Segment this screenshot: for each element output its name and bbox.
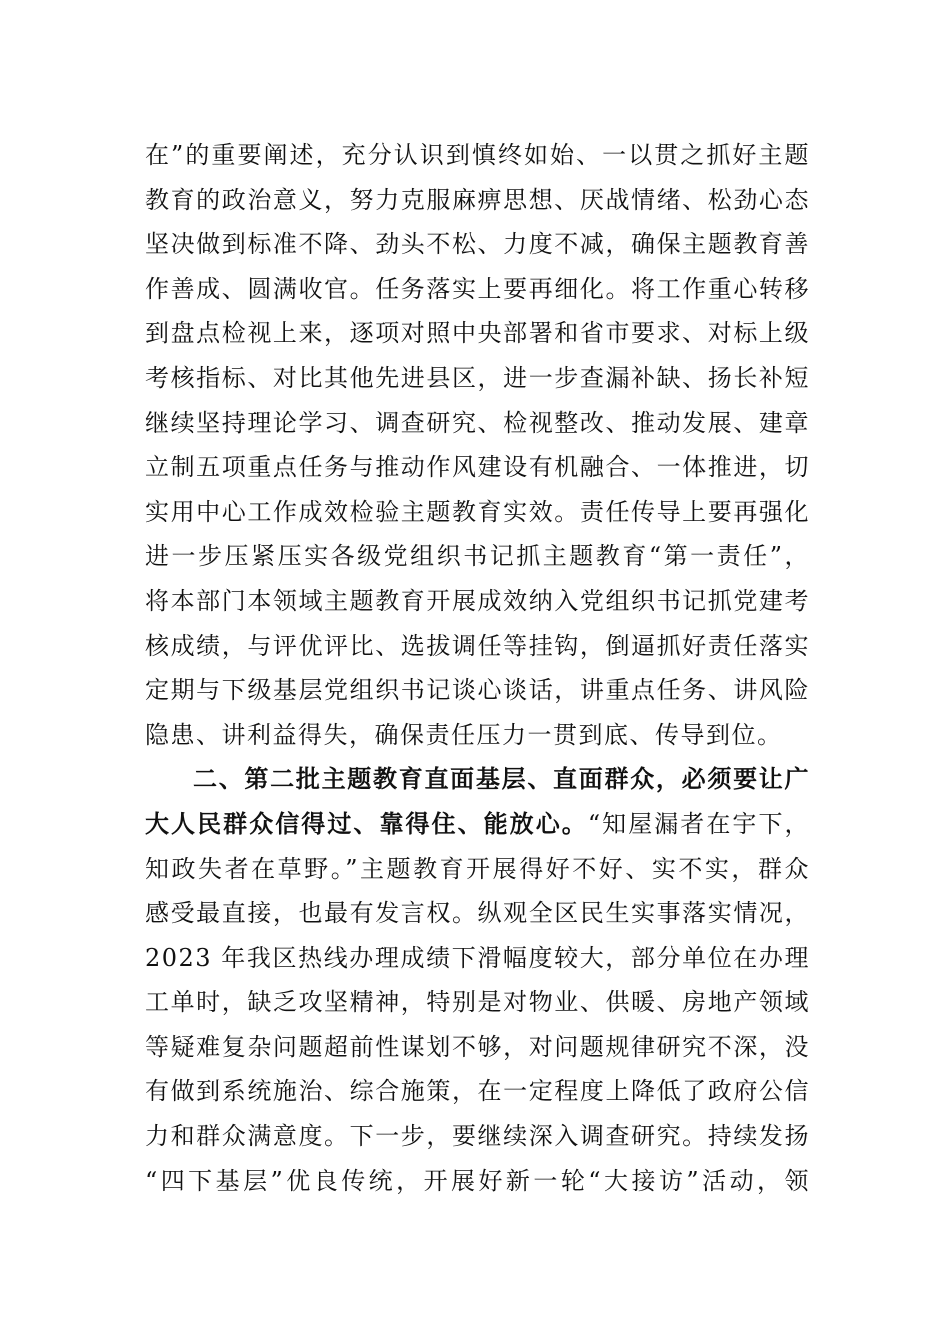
- paragraph-1-line: 到盘点检视上来，逐项对照中央部署和省市要求、对标上级: [145, 319, 810, 348]
- paragraph-1-line: 立制五项重点任务与推动作风建设有机融合、一体推进，切: [145, 453, 810, 482]
- paragraph-2-line: 2023 年我区热线办理成绩下滑幅度较大，部分单位在办理: [145, 943, 810, 972]
- paragraph-2-quote-start: “知屋漏者在宇下，: [587, 809, 810, 838]
- paragraph-1-line: 实用中心工作成效检验主题教育实效。责任传导上要再强化: [145, 497, 810, 526]
- paragraph-1-line: 定期与下级基层党组织书记谈心谈话，讲重点任务、讲风险: [145, 676, 810, 705]
- paragraph-2-line: 力和群众满意度。下一步，要继续深入调查研究。持续发扬: [145, 1122, 810, 1151]
- paragraph-1-line: 继续坚持理论学习、调查研究、检视整改、推动发展、建章: [145, 408, 810, 437]
- paragraph-2-heading-line: [145, 802, 810, 847]
- paragraph-1-line: 将本部门本领域主题教育开展成效纳入党组织书记抓党建考: [145, 586, 810, 615]
- paragraph-1-line: 核成绩，与评优评比、选拔调任等挂钩，倒逼抓好责任落实: [145, 631, 810, 660]
- paragraph-2-heading-tail: 大人民群众信得过、靠得住、能放心。: [145, 808, 588, 838]
- paragraph-1-line: 在”的重要阐述，充分认识到慎终如始、一以贯之抓好主题: [145, 141, 810, 169]
- paragraph-2-line: “四下基层”优良传统，开展好新一轮“大接访”活动，领: [145, 1166, 810, 1195]
- paragraph-1-line: 考核指标、对比其他先进县区，进一步查漏补缺、扬长补短: [145, 363, 810, 392]
- paragraph-1-line: 坚决做到标准不降、劲头不松、力度不减，确保主题教育善: [145, 230, 810, 259]
- paragraph-2-line: 感受最直接，也最有发言权。纵观全区民生实事落实情况，: [145, 899, 810, 928]
- paragraph-2: [145, 757, 810, 1203]
- paragraph-1-line: 隐患、讲利益得失，确保责任压力一贯到底、传导到位。: [145, 720, 783, 749]
- paragraph-2-line: 工单时，缺乏攻坚精神，特别是对物业、供暖、房地产领域: [145, 988, 810, 1017]
- paragraph-1-line: 教育的政治意义，努力克服麻痹思想、厌战情绪、松劲心态: [145, 185, 810, 214]
- paragraph-2-line: 有做到系统施治、综合施策，在一定程度上降低了政府公信: [145, 1077, 810, 1106]
- paragraph-1-line: 作善成、圆满收官。任务落实上要再细化。将工作重心转移: [145, 274, 810, 303]
- paragraph-2-line: 知政失者在草野。”主题教育开展得好不好、实不实，群众: [145, 854, 810, 883]
- document-body: [145, 133, 810, 1203]
- paragraph-1: [145, 133, 810, 757]
- paragraph-2-line: 等疑难复杂问题超前性谋划不够，对问题规律研究不深，没: [145, 1032, 810, 1061]
- paragraph-2-heading-line: 二、第二批主题教育直面基层、直面群众，必须要让广: [193, 764, 810, 794]
- paragraph-1-line: 进一步压紧压实各级党组织书记抓主题教育“第一责任”，: [145, 542, 810, 571]
